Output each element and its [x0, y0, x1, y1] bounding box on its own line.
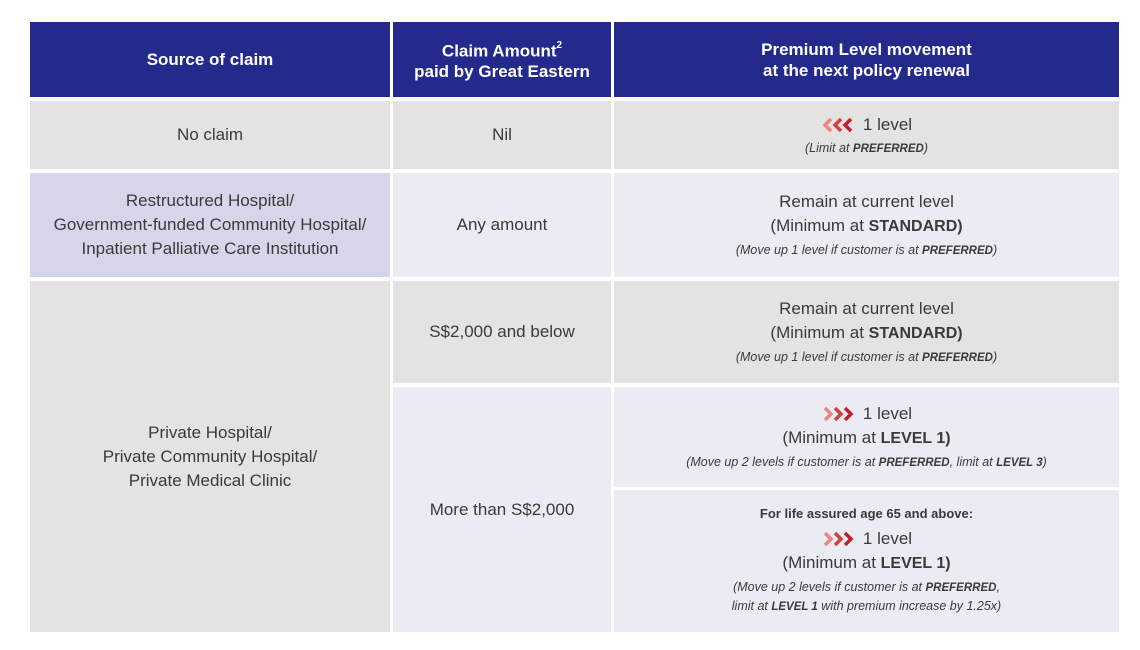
header-premium-level-movement [614, 22, 1119, 97]
header-source-of-claim [30, 22, 390, 97]
cell-movement-no-claim [614, 101, 1119, 169]
minimum-senior: (Minimum at LEVEL 1) [782, 553, 951, 572]
movement-restructured-text: Remain at current level [779, 192, 954, 211]
cell-amount-nil [393, 101, 611, 169]
amount-nil-text: Nil [492, 125, 512, 144]
cell-movement-private-high [614, 387, 1119, 487]
note-private-low: (Move up 1 level if customer is at PREFERRED) [735, 350, 998, 364]
movement-private-low-text: Remain at current level [779, 299, 954, 318]
cell-movement-restructured [614, 173, 1119, 277]
note-senior-line2: limit at LEVEL 1 with premium increase by 1.25x) [731, 599, 1002, 613]
header-col3-line1: Premium Level movement [761, 39, 972, 59]
note-no-claim: (Limit at PREFERRED) [804, 140, 929, 155]
amount-low-text: S$2,000 and below [429, 322, 575, 341]
cell-source-no-claim [30, 101, 390, 169]
movement-private-high-text: 1 level [862, 404, 913, 423]
note-restructured: (Move up 1 level if customer is at PREFERRED) [735, 243, 998, 257]
chevron-left-icon [821, 118, 855, 132]
movement-up-row [821, 402, 912, 426]
footnote-marker: 2 [556, 39, 563, 51]
note-senior-line1: (Move up 2 levels if customer is at PREFERRED, [733, 580, 1000, 594]
source-restructured-line1: Restructured Hospital/ [125, 191, 295, 210]
minimum-private-low: (Minimum at STANDARD) [770, 323, 963, 342]
header-col1-label: Source of claim [146, 50, 274, 69]
movement-senior-text: 1 level [862, 529, 913, 548]
cell-movement-private-senior [614, 490, 1119, 632]
source-private-line2: Private Community Hospital/ [102, 446, 318, 466]
amount-high-text: More than S$2,000 [429, 499, 575, 519]
amount-any-text: Any amount [456, 215, 548, 234]
chevron-right-icon [821, 407, 855, 421]
minimum-restructured: (Minimum at STANDARD) [770, 216, 963, 235]
source-no-claim-text: No claim [176, 125, 244, 144]
source-private-line3: Private Medical Clinic [128, 470, 292, 490]
movement-no-claim-text: 1 level [862, 114, 913, 134]
minimum-private-high: (Minimum at LEVEL 1) [782, 428, 951, 447]
note-private-high: (Move up 2 levels if customer is at PREFERRED, limit at LEVEL 3) [686, 455, 1047, 469]
cell-source-private [30, 281, 390, 632]
header-col3-line2: at the next policy renewal [763, 60, 970, 80]
source-private-line1: Private Hospital/ [148, 422, 272, 442]
header-col2-line2: paid by Great Eastern [414, 62, 590, 82]
movement-down-row [821, 113, 912, 137]
header-claim-amount [393, 22, 611, 97]
source-restructured-line3: Inpatient Palliative Care Institution [81, 239, 339, 258]
cell-movement-private-low [614, 281, 1119, 383]
senior-heading: For life assured age 65 and above: [759, 506, 974, 521]
movement-up-senior-row [821, 527, 912, 551]
source-restructured-line2: Government-funded Community Hospital/ [53, 215, 367, 234]
cell-amount-any [393, 173, 611, 277]
cell-amount-low [393, 281, 611, 383]
cell-source-restructured [30, 173, 390, 277]
chevron-right-icon [821, 532, 855, 546]
cell-amount-high [393, 387, 611, 632]
header-col2-line1: Claim Amount$^2$ [441, 39, 563, 61]
